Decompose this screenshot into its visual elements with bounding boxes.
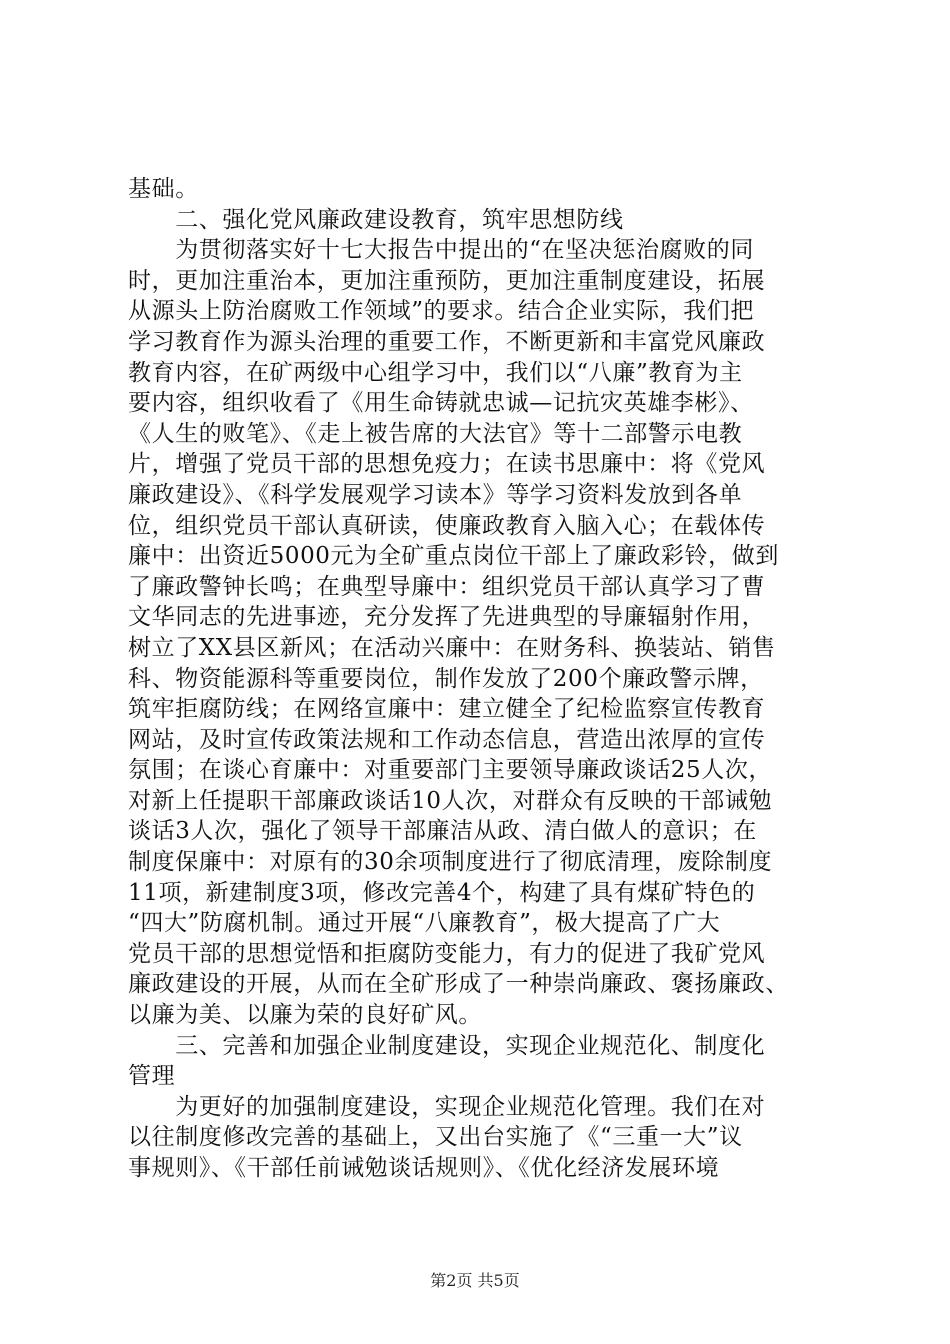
section-heading: 二、强化党风廉政建设教育，筑牢思想防线 [128,206,624,233]
text-line: 教育内容，在矿两级中心组学习中，我们以“八廉”教育为主 [128,359,743,386]
text-line: 廉政建设的开展，从而在全矿形成了一种崇尚廉政、褒扬廉政、 [128,971,789,998]
body-text [128,174,848,1184]
text-line: 事规则》、《干部任前诫勉谈话规则》、《优化经济发展环境 [128,1155,720,1181]
text-line: 时，更加注重治本，更加注重预防，更加注重制度建设，拓展 [128,267,766,294]
text-line: 要内容，组织收看了《用生命铸就忠诚—记抗灾英雄李彬》、 [128,390,754,417]
text-line: 基础。 [128,176,199,202]
text-line: 对新上任提职干部廉政谈话10人次，对群众有反映的干部诫勉 [128,787,773,814]
text-line: 制度保廉中：对原有的30余项制度进行了彻底清理，废除制度 [128,849,773,876]
text-line: 片，增强了党员干部的思想免疫力；在读书思廉中：将《党风 [128,451,766,478]
text-line: 以廉为美、以廉为荣的良好矿风。 [128,1002,482,1029]
text-line: 氛围；在谈心育廉中：对重要部门主要领导廉政谈话25人次， [128,757,773,784]
text-line: 了廉政警钟长鸣；在典型导廉中：组织党员干部认真学习了曹 [128,573,766,600]
page-number-footer: 第2页 共5页 [430,1271,520,1290]
text-line: 为更好的加强制度建设，实现企业规范化管理。我们在对 [128,1093,766,1120]
text-line: 从源头上防治腐败工作领域”的要求。结合企业实际，我们把 [128,298,754,325]
text-line: 党员干部的思想觉悟和拒腐防变能力，有力的促进了我矿党风 [128,940,766,967]
text-line: 谈话3人次，强化了领导干部廉洁从政、清白做人的意识；在 [128,818,757,845]
text-line: 学习教育作为源头治理的重要工作，不断更新和丰富党风廉政 [128,328,766,355]
text-line: “四大”防腐机制。通过开展“八廉教育”，极大提高了广大 [128,910,721,937]
text-line: 以往制度修改完善的基础上，又出台实施了《“三重一大”议 [128,1124,743,1151]
text-line: 文华同志的先进事迹，充分发挥了先进典型的导廉辐射作用， [128,604,766,631]
text-line: 科、物资能源科等重要岗位，制作发放了200个廉政警示牌， [128,665,764,692]
text-line: 11项，新建制度3项，修改完善4个，构建了具有煤矿特色的 [128,879,756,906]
section-heading-continued: 管理 [128,1063,176,1090]
text-line: 廉政建设》、《科学发展观学习读本》等学习资料发放到各单 [128,481,743,508]
text-line: 位，组织党员干部认真研读，使廉政教育入脑入心；在载体传 [128,512,766,539]
text-line: 《人生的败笔》、《走上被告席的大法官》等十二部警示电教 [128,420,743,447]
section-heading: 三、完善和加强企业制度建设，实现企业规范化、制度化 [128,1032,766,1059]
text-line: 树立了XX县区新风；在活动兴廉中：在财务科、换装站、销售 [128,634,776,661]
text-line: 筑牢拒腐防线；在网络宣廉中：建立健全了纪检监察宣传教育 [128,696,766,723]
text-line: 为贯彻落实好十七大报告中提出的“在坚决惩治腐败的同 [128,237,754,264]
text-line: 廉中：出资近5000元为全矿重点岗位干部上了廉政彩铃，做到 [128,543,779,570]
text-line: 网站，及时宣传政策法规和工作动态信息，营造出浓厚的宣传 [128,726,766,753]
